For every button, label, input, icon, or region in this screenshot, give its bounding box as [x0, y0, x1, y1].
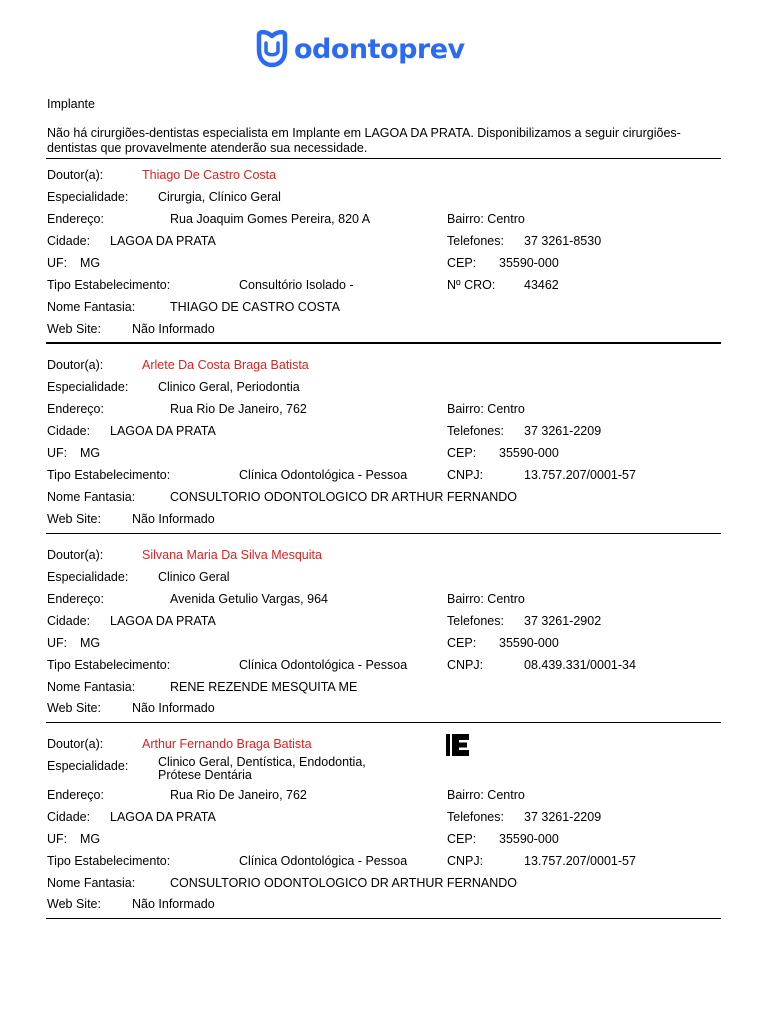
cep-value: 35590-000 [499, 832, 559, 846]
specialty-value: Clinico Geral [158, 570, 230, 584]
city-label: Cidade: [47, 810, 91, 824]
specialty-value: Clinico Geral, Periodontia [158, 380, 300, 394]
district-value: Bairro: Centro [447, 212, 525, 226]
district-value: Bairro: Centro [447, 402, 525, 416]
establishment-value: Consultório Isolado - [239, 278, 354, 292]
phones-label: Telefones: [447, 810, 504, 824]
establishment-value: Clínica Odontológica - Pessoa [239, 658, 408, 672]
specialty-value: Cirurgia, Clínico Geral [158, 190, 281, 204]
odontoprev-logo [254, 30, 465, 68]
phones-label: Telefones: [447, 424, 504, 438]
registration-value: 43462 [524, 278, 559, 292]
registration-value: 13.757.207/0001-57 [524, 854, 636, 868]
uf-label: UF: [47, 636, 68, 650]
uf-value: MG [80, 256, 101, 270]
address-label: Endereço: [47, 788, 104, 802]
trade-name-value: CONSULTORIO ODONTOLOGICO DR ARTHUR FERNANDO [170, 490, 518, 504]
address-value: Rua Rio De Janeiro, 762 [170, 788, 307, 802]
uf-label: UF: [47, 256, 68, 270]
uf-value: MG [80, 446, 101, 460]
doctor-name: Arthur Fernando Braga Batista [142, 737, 312, 751]
city-value: LAGOA DA PRATA [110, 810, 216, 824]
phones-label: Telefones: [447, 234, 504, 248]
doctor-name: Arlete Da Costa Braga Batista [142, 358, 309, 372]
website-label: Web Site: [47, 512, 101, 526]
establishment-value: Clínica Odontológica - Pessoa [239, 854, 408, 868]
cep-label: CEP: [447, 446, 477, 460]
registration-label: CNPJ: [447, 854, 484, 868]
divider [46, 533, 721, 534]
uf-label: UF: [47, 446, 68, 460]
website-label: Web Site: [47, 701, 101, 715]
specialty-label: Especialidade: [47, 570, 129, 584]
doctor-label: Doutor(a): [47, 548, 104, 562]
specialty-label: Especialidade: [47, 190, 129, 204]
establishment-label: Tipo Estabelecimento: [47, 468, 171, 482]
intro-text: Não há cirurgiões-dentistas especialista em Implante em LAGOA DA PRATA. Disponibilizamos a seguir cirurgiões-dentistas que provavelmente atenderão sua necessidade. [47, 126, 681, 155]
cep-value: 35590-000 [499, 256, 559, 270]
trade-name-label: Nome Fantasia: [47, 490, 136, 504]
city-value: LAGOA DA PRATA [110, 234, 216, 248]
trade-name-value: THIAGO DE CASTRO COSTA [170, 300, 340, 314]
city-label: Cidade: [47, 424, 91, 438]
address-label: Endereço: [47, 212, 104, 226]
cep-label: CEP: [447, 256, 477, 270]
e-badge-icon [446, 733, 470, 757]
specialty-label: Especialidade: [47, 380, 129, 394]
establishment-label: Tipo Estabelecimento: [47, 854, 171, 868]
website-label: Web Site: [47, 322, 101, 336]
cep-label: CEP: [447, 832, 477, 846]
address-value: Rua Joaquim Gomes Pereira, 820 A [170, 212, 371, 226]
registration-label: Nº CRO: [447, 278, 496, 292]
phones-value: 37 3261-8530 [524, 234, 602, 248]
cep-value: 35590-000 [499, 446, 559, 460]
registration-label: CNPJ: [447, 658, 484, 672]
website-value: Não Informado [132, 897, 215, 911]
website-label: Web Site: [47, 897, 101, 911]
trade-name-label: Nome Fantasia: [47, 876, 136, 890]
website-value: Não Informado [132, 512, 215, 526]
cep-value: 35590-000 [499, 636, 559, 650]
city-label: Cidade: [47, 234, 91, 248]
establishment-value: Clínica Odontológica - Pessoa [239, 468, 408, 482]
doctor-label: Doutor(a): [47, 358, 104, 372]
uf-value: MG [80, 636, 101, 650]
divider [46, 342, 721, 344]
registration-value: 08.439.331/0001-34 [524, 658, 636, 672]
cep-label: CEP: [447, 636, 477, 650]
divider [46, 158, 721, 159]
trade-name-value: RENE REZENDE MESQUITA ME [170, 680, 358, 694]
uf-label: UF: [47, 832, 68, 846]
phones-value: 37 3261-2209 [524, 810, 602, 824]
uf-value: MG [80, 832, 101, 846]
tooth-icon [254, 30, 290, 68]
address-label: Endereço: [47, 592, 104, 606]
trade-name-label: Nome Fantasia: [47, 680, 136, 694]
establishment-label: Tipo Estabelecimento: [47, 278, 171, 292]
establishment-label: Tipo Estabelecimento: [47, 658, 171, 672]
district-value: Bairro: Centro [447, 788, 525, 802]
specialty-value: Clinico Geral, Dentística, Endodontia, Prótese Dentária [158, 755, 366, 782]
trade-name-label: Nome Fantasia: [47, 300, 136, 314]
page-heading: Implante [47, 97, 95, 111]
trade-name-value: CONSULTORIO ODONTOLOGICO DR ARTHUR FERNANDO [170, 876, 518, 890]
registration-label: CNPJ: [447, 468, 484, 482]
doctor-name: Silvana Maria Da Silva Mesquita [142, 548, 322, 562]
doctor-name: Thiago De Castro Costa [142, 168, 277, 182]
registration-value: 13.757.207/0001-57 [524, 468, 636, 482]
address-value: Avenida Getulio Vargas, 964 [170, 592, 328, 606]
district-value: Bairro: Centro [447, 592, 525, 606]
address-value: Rua Rio De Janeiro, 762 [170, 402, 307, 416]
city-label: Cidade: [47, 614, 91, 628]
address-label: Endereço: [47, 402, 104, 416]
city-value: LAGOA DA PRATA [110, 614, 216, 628]
divider [46, 722, 721, 723]
brand-name: odontoprev [294, 33, 465, 65]
divider [46, 918, 721, 919]
doctor-label: Doutor(a): [47, 737, 104, 751]
phones-label: Telefones: [447, 614, 504, 628]
website-value: Não Informado [132, 701, 215, 715]
doctor-label: Doutor(a): [47, 168, 104, 182]
website-value: Não Informado [132, 322, 215, 336]
specialty-label: Especialidade: [47, 759, 129, 773]
city-value: LAGOA DA PRATA [110, 424, 216, 438]
phones-value: 37 3261-2902 [524, 614, 602, 628]
phones-value: 37 3261-2209 [524, 424, 602, 438]
